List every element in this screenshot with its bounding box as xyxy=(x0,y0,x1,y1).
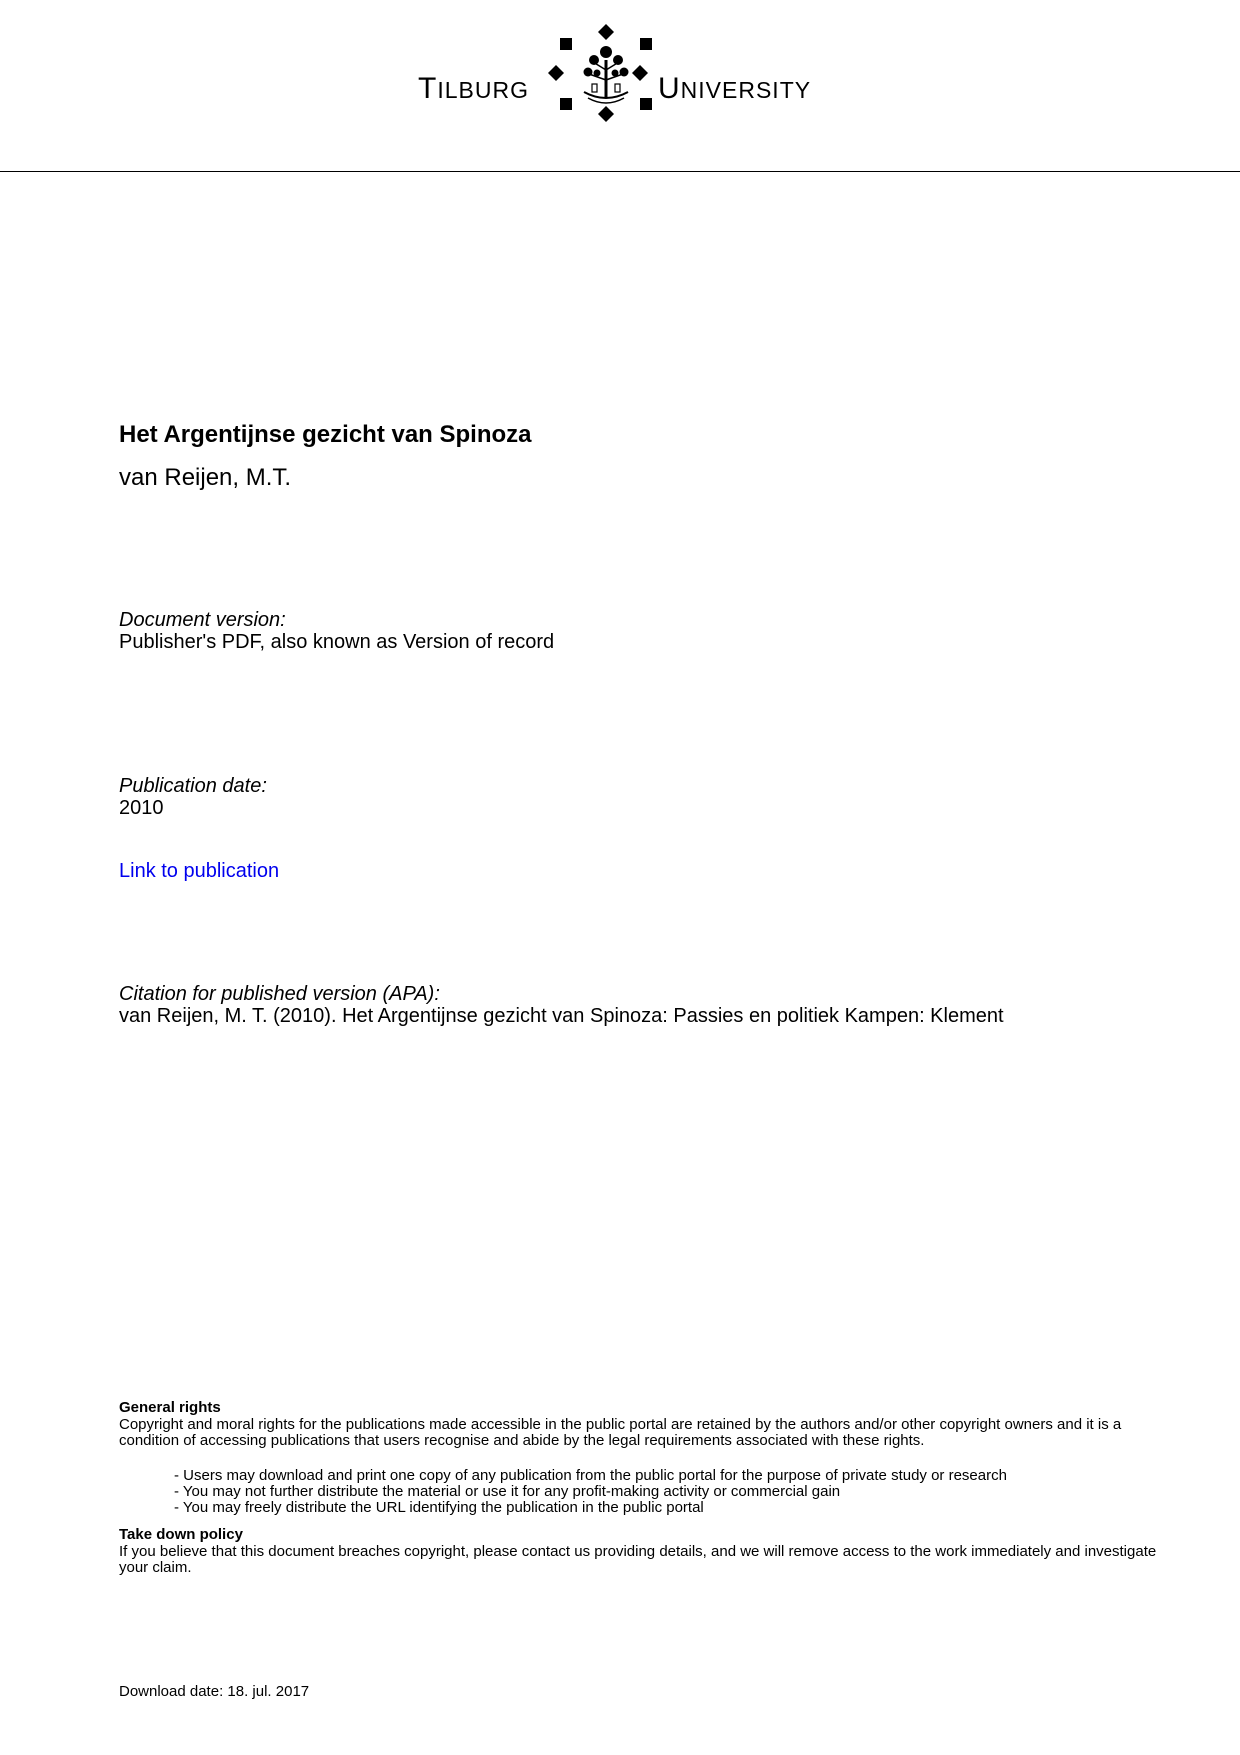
list-item: - Users may download and print one copy of any publication from the public portal for the purpose of private study or research xyxy=(174,1467,1007,1484)
list-item: - You may freely distribute the URL identifying the publication in the public portal xyxy=(174,1499,704,1516)
list-item: - You may not further distribute the material or use it for any profit-making activity or commercial gain xyxy=(174,1483,841,1500)
takedown-policy-heading: Take down policy xyxy=(119,1526,243,1543)
rights-list xyxy=(174,1468,1007,1516)
document-version-value: Publisher's PDF, also known as Version of record xyxy=(119,631,555,653)
general-rights-text: Copyright and moral rights for the publications made accessible in the public portal are retained by the authors and/or other copyright owners and it is a condition of accessing publications that users recognise and abide by the legal requirements associated with these rights. xyxy=(119,1416,1122,1449)
citation-label: Citation for published version (APA): xyxy=(119,983,440,1005)
citation-value: van Reijen, M. T. (2010). Het Argentijnse gezicht van Spinoza: Passies en politiek Kampen: Klement xyxy=(119,1005,1004,1027)
document-version-label: Document version: xyxy=(119,609,286,631)
takedown-policy-text: If you believe that this document breaches copyright, please contact us providing details, and we will remove access to the work immediately and investigate your claim. xyxy=(119,1543,1157,1576)
publication-title: Het Argentijnse gezicht van Spinoza xyxy=(119,421,532,448)
logo-left-text: TILBURG xyxy=(418,72,529,105)
download-date: Download date: 18. jul. 2017 xyxy=(119,1683,310,1700)
publication-date-value: 2010 xyxy=(119,797,164,819)
link-to-publication[interactable]: Link to publication xyxy=(119,860,280,882)
publication-date-label: Publication date: xyxy=(119,775,267,797)
general-rights-heading: General rights xyxy=(119,1399,221,1416)
header-divider xyxy=(0,171,1240,172)
publication-authors: van Reijen, M.T. xyxy=(119,464,292,491)
tilburg-university-logo xyxy=(418,18,822,128)
logo-right-text: UNIVERSITY xyxy=(658,72,812,105)
